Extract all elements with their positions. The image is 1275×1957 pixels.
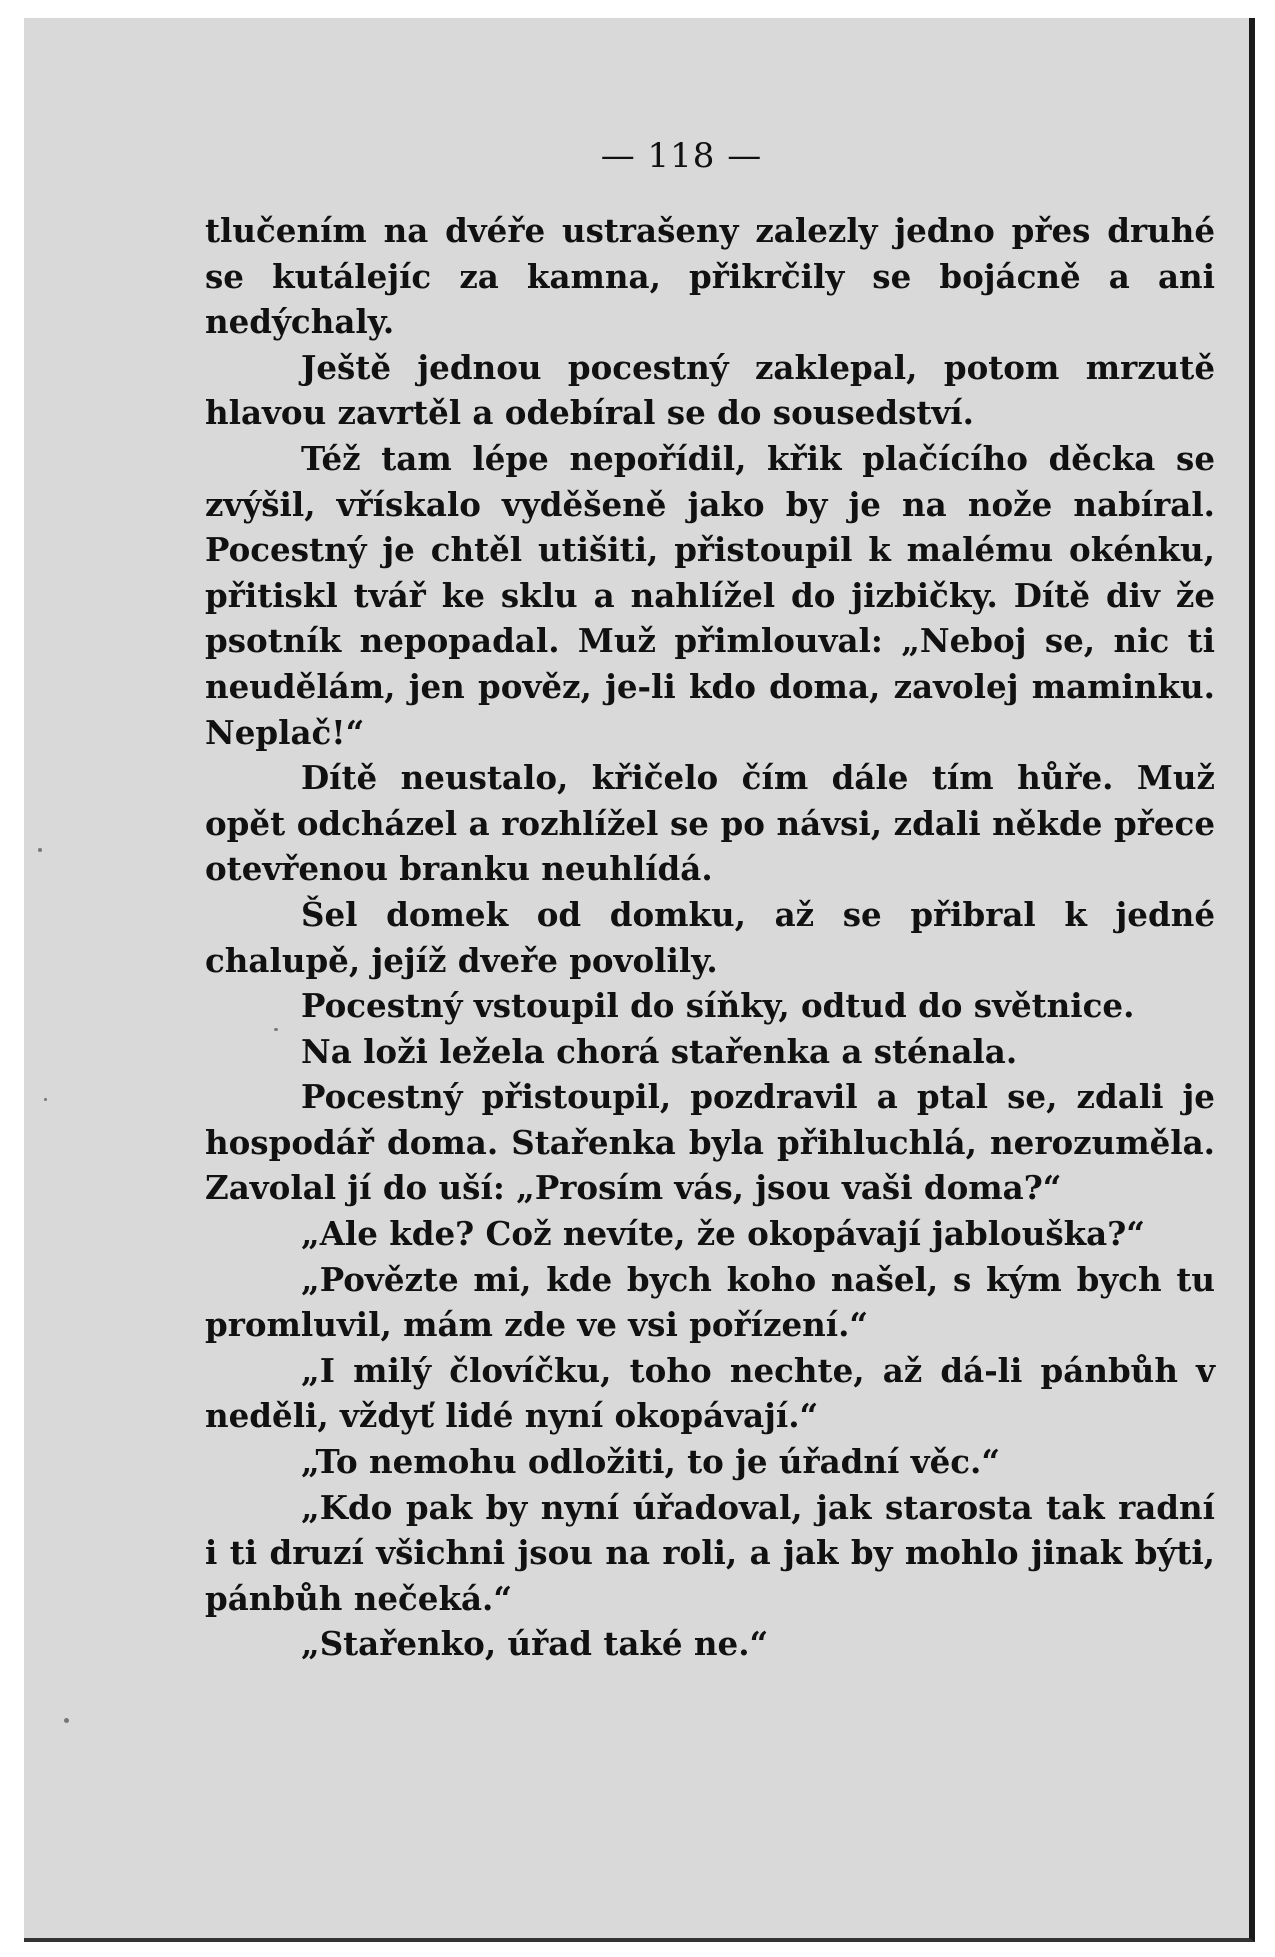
paragraph: „Kdo pak by nyní úřadoval, jak starosta tak radní i ti druzí všichni jsou na roli, a jak by mohlo jinak býti, pánbůh nečeká.“ xyxy=(205,1487,1215,1618)
paragraph: „Ale kde? Což nevíte, že okopávají jablouška?“ xyxy=(301,1214,1145,1254)
paragraph: Na loži ležela chorá stařenka a sténala. xyxy=(301,1031,1018,1071)
paragraph: Též tam lépe nepořídil, křik plačícího děcka se zvýšil, vřískalo vyděšeně jako by je na nože nabíral. Pocestný je chtěl utišiti, přistoupil k malému okénku, přitiskl tvář ke sklu a nahlížel do jizbičky. Dítě div že psotník nepopadal. Muž přimlouval: „Neboj se, nic ti neudělám, jen pověz, je-li kdo doma, zavolej maminku. Neplač!“ xyxy=(205,438,1215,752)
paragraph: Dítě neustalo, křičelo čím dále tím hůře. Muž opět odcházel a rozhlížel se po návsi, zdali někde přece otevřenou branku neuhlídá. xyxy=(205,758,1215,889)
paragraph: Šel domek od domku, až se přibral k jedné chalupě, jejíž dveře povolily. xyxy=(205,894,1215,980)
paragraph: „Stařenko, úřad také ne.“ xyxy=(301,1624,769,1664)
paragraph: „To nemohu odložiti, to je úřadní věc.“ xyxy=(301,1442,1001,1482)
book-page xyxy=(24,18,1255,1942)
paragraph: „I milý človíčku, toho nechte, až dá-li pánbůh v neděli, vždyť lidé nyní okopávají.“ xyxy=(205,1350,1215,1436)
body-text xyxy=(205,208,1215,1667)
paragraph: tlučením na dvéře ustrašeny zalezly jedno přes druhé se kutálejíc za kamna, přikrčily se bojácně a ani nedýchaly. xyxy=(205,211,1215,342)
paragraph: Pocestný vstoupil do síňky, odtud do světnice. xyxy=(301,986,1135,1026)
paragraph: „Povězte mi, kde bych koho našel, s kým bych tu promluvil, mám zde ve vsi pořízení.“ xyxy=(205,1259,1215,1345)
paragraph: Ještě jednou pocestný zaklepal, potom mrzutě hlavou zavrtěl a odebíral se do sousedství. xyxy=(205,347,1215,433)
paragraph: Pocestný přistoupil, pozdravil a ptal se, zdali je hospodář doma. Stařenka byla přihluchlá, nerozuměla. Zavolal jí do uší: „Prosím vás, jsou vaši doma?“ xyxy=(205,1077,1215,1208)
page-number: — 118 — xyxy=(600,136,763,176)
